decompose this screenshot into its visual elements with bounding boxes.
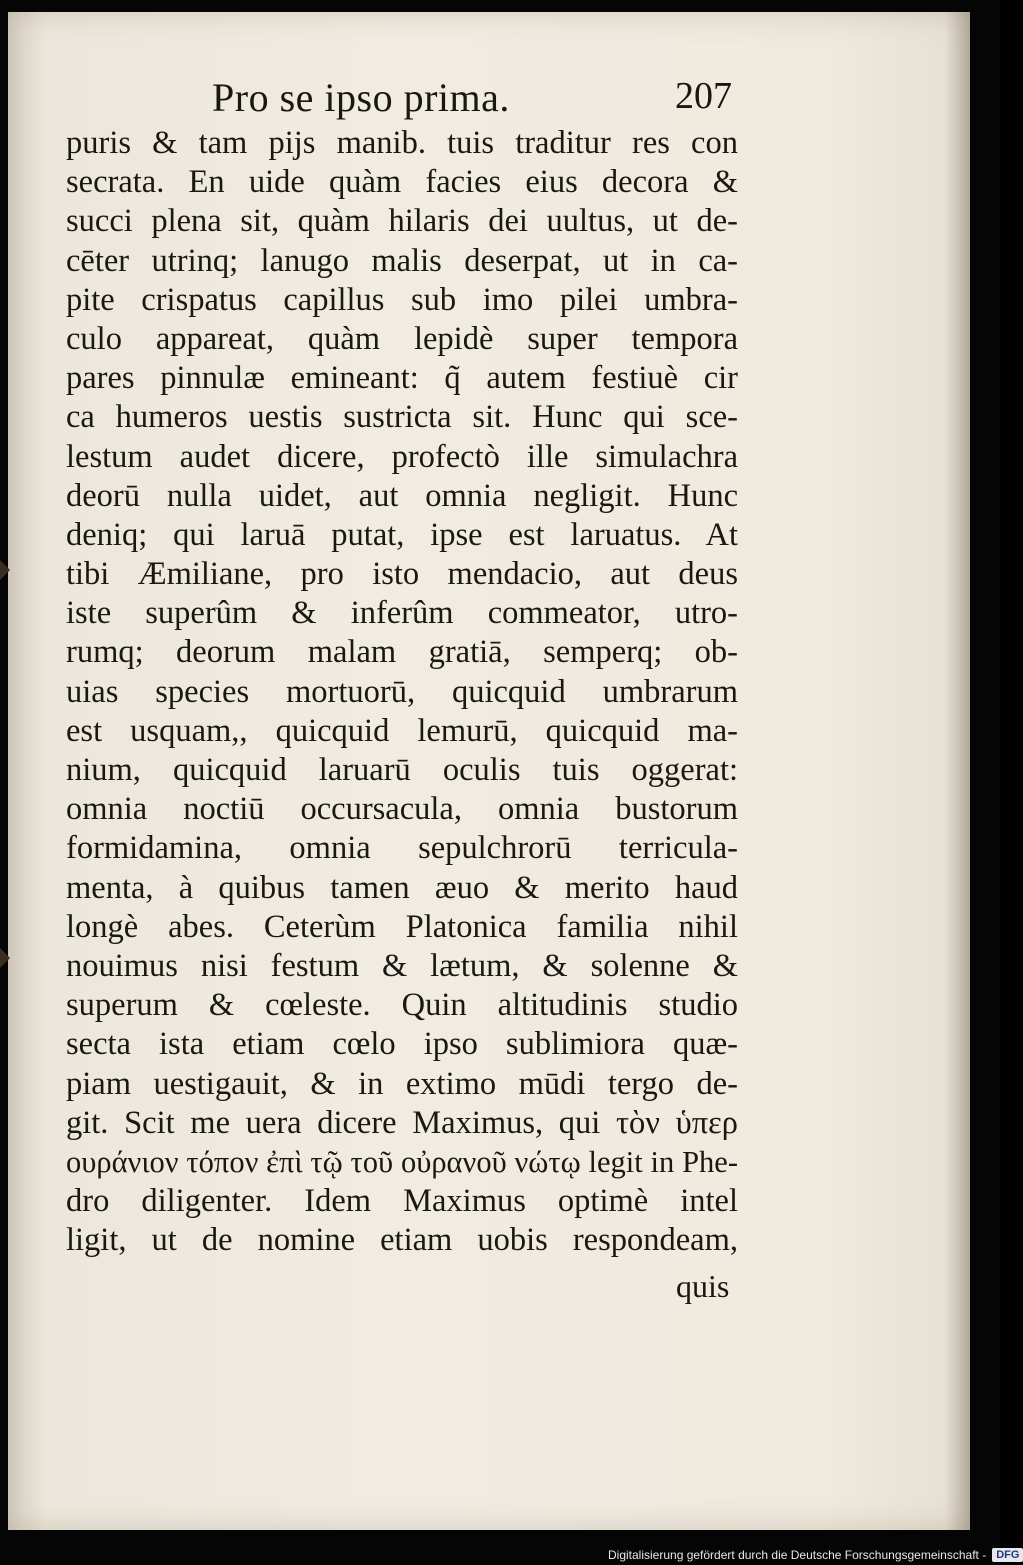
- text-line: tibi Æmiliane, pro isto mendacio, aut deus: [66, 556, 738, 593]
- text-line: dro diligenter. Idem Maximus optimè intel: [66, 1183, 738, 1220]
- text-line: culo appareat, quàm lepidè super tempora: [66, 320, 738, 357]
- text-line: succi plena sit, quàm hilaris dei uultus, ut de-: [66, 203, 738, 240]
- text-line: ca humeros uestis sustricta sit. Hunc qui sce-: [66, 399, 738, 436]
- text-line: superum & cœleste. Quin altitudinis studio: [66, 987, 738, 1024]
- text-line: secta ista etiam cœlo ipso sublimiora quæ-: [66, 1026, 738, 1063]
- text-line: piam uestigauit, & in extimo mūdi tergo de-: [66, 1065, 738, 1102]
- text-line: secrata. En uide quàm facies eius decora &: [66, 164, 738, 201]
- digitization-credit: [608, 1545, 1023, 1565]
- text-line: lestum audet dicere, profectò ille simulachra: [66, 438, 738, 475]
- running-title: Pro se ipso prima.: [212, 75, 510, 120]
- text-line: rumq; deorum malam gratiā, semperq; ob-: [66, 634, 738, 671]
- text-line: puris & tam pijs manib. tuis traditur res con: [66, 125, 738, 161]
- text-line: ουράνιον τόπον ἐπὶ τῷ τοῦ οὐρανοῦ νώτῳ legit in Phe-: [66, 1144, 738, 1179]
- text-line: omnia noctiū occursacula, omnia bustorum: [66, 791, 738, 828]
- text-line: menta, à quibus tamen æuo & merito haud: [66, 869, 738, 906]
- text-line: ligit, ut de nomine etiam uobis respondeam,: [66, 1222, 738, 1259]
- dfg-logo: DFG: [992, 1548, 1023, 1562]
- catchword: quis: [676, 1268, 730, 1304]
- text-line: nium, quicquid laruarū oculis tuis oggerat:: [66, 752, 738, 788]
- text-line: longè abes. Ceterùm Platonica familia nihil: [66, 908, 738, 945]
- text-line: deniq; qui laruā putat, ipse est laruatus. At: [66, 516, 738, 553]
- text-line: formidamina, omnia sepulchrorū terricula-: [66, 830, 738, 867]
- text-line: nouimus nisi festum & lætum, & solenne &: [66, 947, 738, 984]
- page-tab-marker: [0, 560, 10, 580]
- page-number: 207: [675, 75, 732, 117]
- text-line: cēter utrinq; lanugo malis deserpat, ut in ca-: [66, 242, 738, 279]
- text-line: iste superûm & inferûm commeator, utro-: [66, 595, 738, 632]
- text-line: deorū nulla uidet, aut omnia negligit. Hunc: [66, 477, 738, 514]
- page-edge-shadow: [945, 12, 970, 1530]
- text-line: uias species mortuorū, quicquid umbrarum: [66, 673, 738, 710]
- text-line: pite crispatus capillus sub imo pilei umbra-: [66, 281, 738, 318]
- text-line: est usquam,, quicquid lemurū, quicquid ma-: [66, 712, 738, 749]
- page-tab-marker: [0, 948, 10, 968]
- credit-text: Digitalisierung gefördert durch die Deutsche Forschungsgemeinschaft -: [608, 1548, 987, 1562]
- page-header: [200, 74, 740, 124]
- body-text: [66, 124, 738, 1260]
- text-line: pares pinnulæ emineant: q̃ autem festiuè cir: [66, 360, 738, 397]
- text-line: git. Scit me uera dicere Maximus, qui τὸν ὑπερ: [66, 1104, 738, 1141]
